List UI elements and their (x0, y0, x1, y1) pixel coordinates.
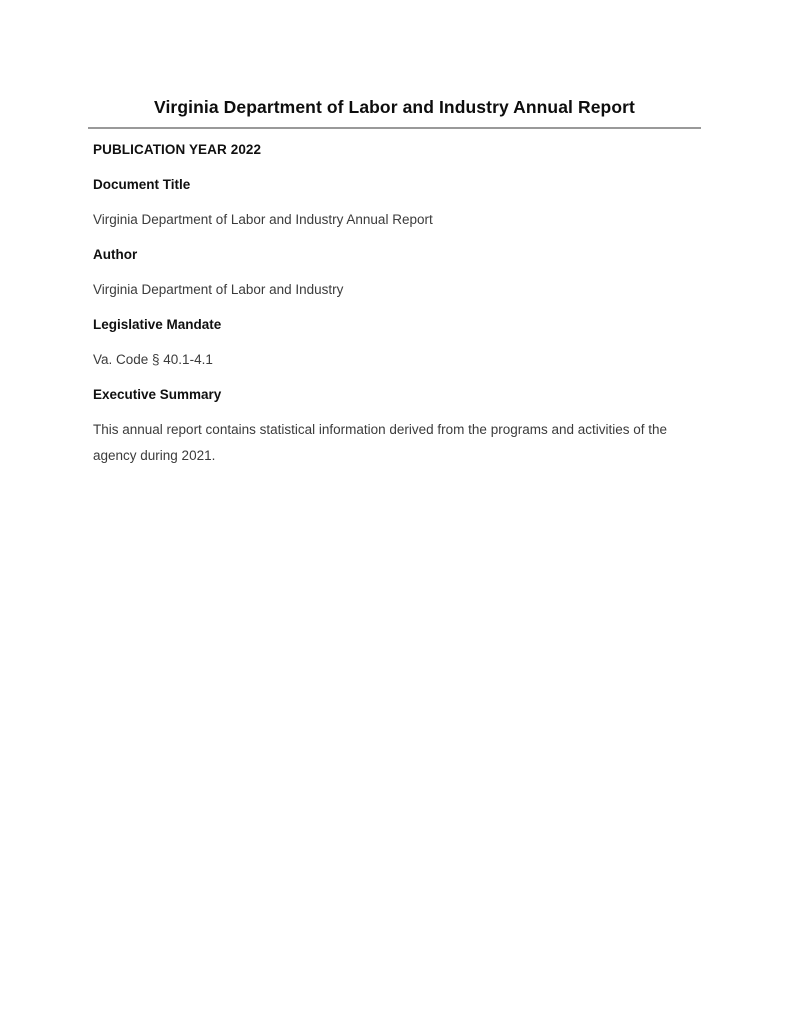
title-divider (88, 127, 701, 129)
document-content (88, 96, 701, 478)
section-value-author: Virginia Department of Labor and Industry (93, 282, 344, 297)
section-heading-executive-summary: Executive Summary (93, 387, 222, 402)
publication-year-heading: PUBLICATION YEAR 2022 (93, 142, 262, 157)
section-heading-author: Author (93, 247, 138, 262)
section-heading-document-title: Document Title (93, 177, 191, 192)
section-value-executive-summary: This annual report contains statistical information derived from the programs and activities of the agency during 2021. (93, 422, 668, 463)
section-value-legislative-mandate: Va. Code § 40.1-4.1 (93, 352, 213, 367)
section-value-document-title: Virginia Department of Labor and Industry Annual Report (93, 212, 433, 227)
page-title: Virginia Department of Labor and Industry Annual Report (154, 97, 635, 117)
section-heading-legislative-mandate: Legislative Mandate (93, 317, 222, 332)
